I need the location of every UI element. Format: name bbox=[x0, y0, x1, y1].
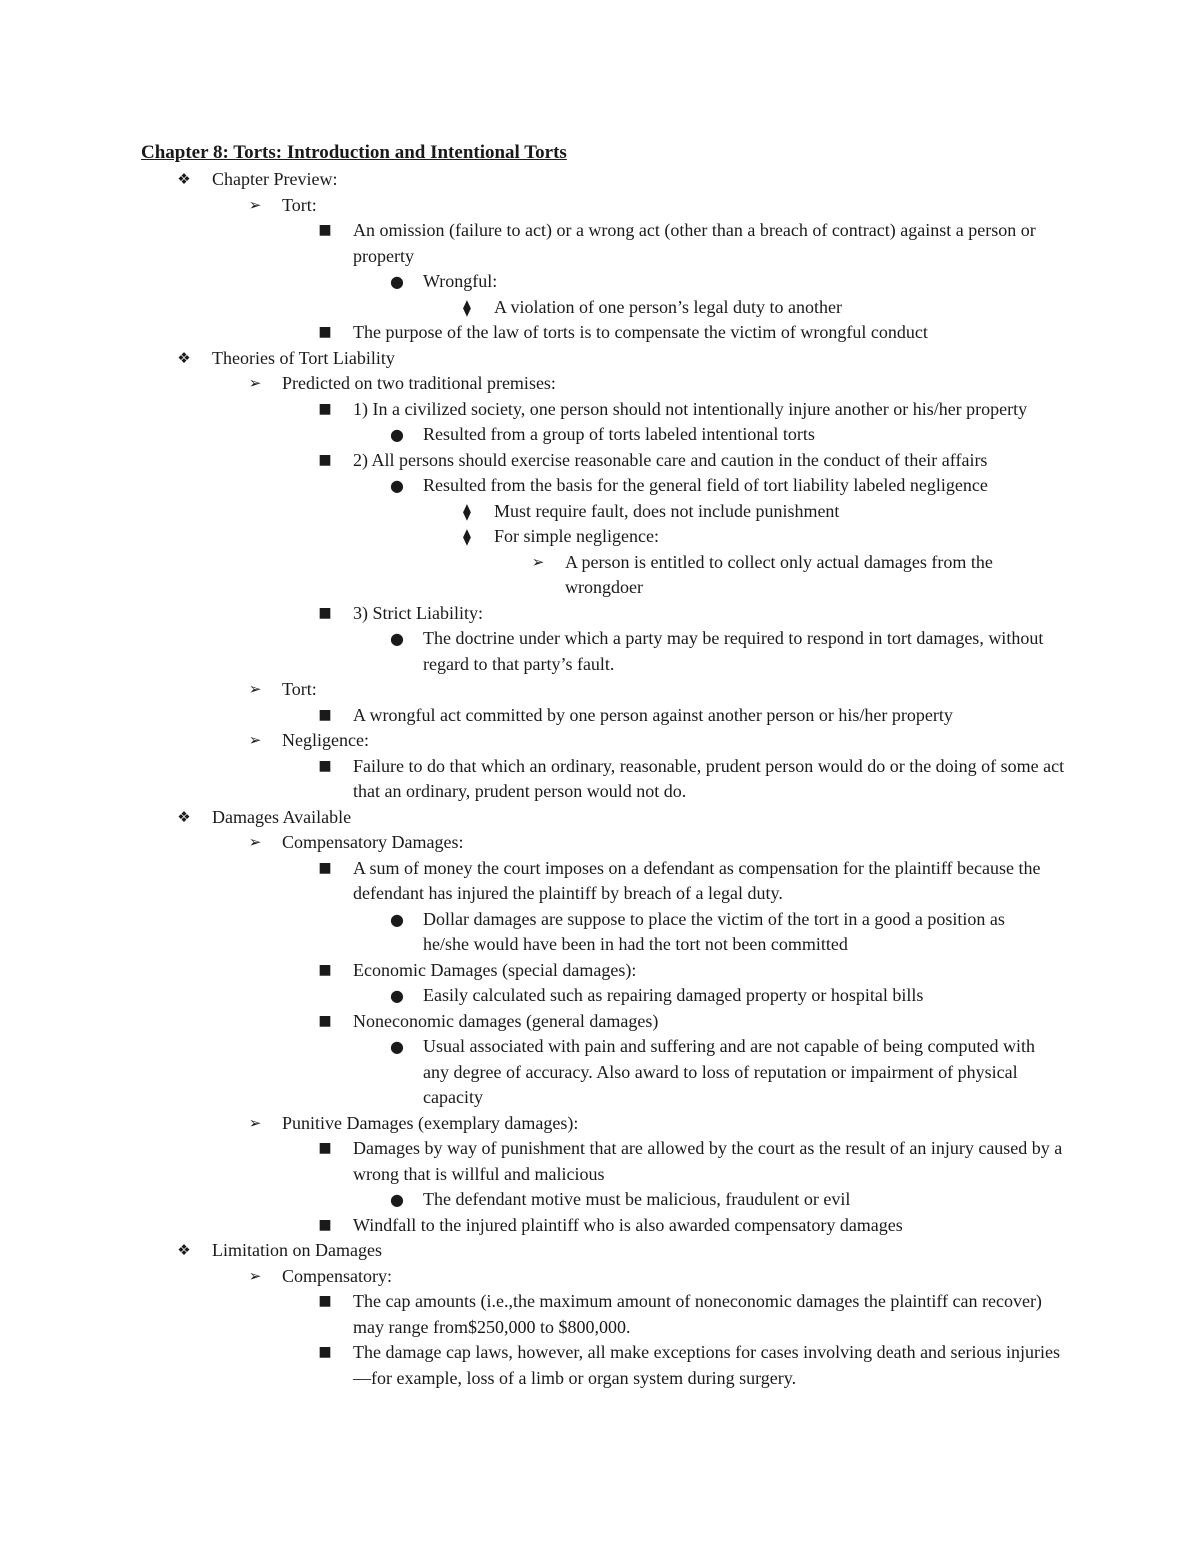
diamond-icon: ⧫ bbox=[463, 527, 471, 546]
square-icon: ■ bbox=[318, 706, 332, 723]
outline-item-text: Punitive Damages (exemplary damages): bbox=[282, 1112, 579, 1133]
outline-item bbox=[0, 907, 1200, 958]
outline-item-text: The defendant motive must be malicious, fraudulent or evil bbox=[423, 1189, 851, 1209]
square-icon: ■ bbox=[318, 604, 332, 621]
circle-icon: ● bbox=[390, 986, 404, 1005]
outline-item-text: Resulted from a group of torts labeled intentional torts bbox=[423, 424, 815, 444]
outline-item-text: 2) All persons should exercise reasonable care and caution in the conduct of their affairs bbox=[353, 449, 988, 470]
page-title: Chapter 8: Torts: Introduction and Intentional Torts bbox=[141, 142, 567, 163]
outline-item-text: Noneconomic damages (general damages) bbox=[353, 1010, 659, 1031]
circle-icon: ● bbox=[390, 1190, 404, 1209]
outline-item-text: 3) Strict Liability: bbox=[353, 602, 483, 623]
outline-item-text: Economic Damages (special damages): bbox=[353, 959, 637, 980]
circle-icon: ● bbox=[390, 629, 404, 648]
outline-item-text: Damages Available bbox=[212, 806, 352, 827]
outline-item bbox=[0, 728, 1200, 754]
arrowhead-icon: ➢ bbox=[248, 195, 262, 214]
outline-item bbox=[0, 805, 1200, 831]
outline-item bbox=[0, 1238, 1200, 1264]
square-icon: ■ bbox=[318, 1344, 332, 1360]
outline-item bbox=[0, 1136, 1200, 1187]
circle-icon: ● bbox=[390, 425, 404, 444]
arrowhead-icon: ➢ bbox=[248, 731, 262, 749]
outline-item-text: A wrongful act committed by one person against another person or his/her property bbox=[353, 704, 953, 725]
outline-item bbox=[0, 524, 1200, 550]
circle-icon: ● bbox=[390, 272, 404, 291]
outline-item-text: Tort: bbox=[282, 679, 317, 699]
outline-item bbox=[0, 371, 1200, 397]
square-icon: ■ bbox=[318, 1293, 332, 1309]
square-icon: ■ bbox=[318, 400, 332, 417]
outline-item bbox=[0, 218, 1200, 269]
diamond-four-icon: ❖ bbox=[177, 348, 191, 367]
outline-item-text: Compensatory: bbox=[282, 1265, 392, 1286]
outline-item bbox=[0, 1111, 1200, 1137]
diamond-four-icon: ❖ bbox=[177, 1241, 191, 1259]
outline-item bbox=[0, 703, 1200, 729]
outline-item bbox=[0, 1187, 1200, 1213]
outline-item-text: For simple negligence: bbox=[494, 526, 659, 546]
diamond-icon: ⧫ bbox=[463, 501, 471, 521]
square-icon: ■ bbox=[318, 859, 332, 876]
outline-item bbox=[0, 958, 1200, 984]
square-icon: ■ bbox=[318, 757, 332, 774]
outline-item-text: The damage cap laws, however, all make exceptions for cases involving death and serious injuries—for example, loss of a limb or organ system during surgery. bbox=[353, 1342, 1061, 1388]
outline-item-text: Predicted on two traditional premises: bbox=[282, 373, 556, 393]
arrowhead-icon: ➢ bbox=[248, 374, 262, 392]
outline-item-text: Damages by way of punishment that are allowed by the court as the result of an injury caused by a wrong that is willful and malicious bbox=[353, 1138, 1063, 1184]
outline-item-text: The cap amounts (i.e.,the maximum amount of noneconomic damages the plaintiff can recover) may range from$250,000 to $800,000. bbox=[353, 1291, 1042, 1337]
outline-item bbox=[0, 601, 1200, 627]
outline-item bbox=[0, 1264, 1200, 1290]
outline-item-text: Wrongful: bbox=[423, 271, 498, 291]
outline-item bbox=[0, 1009, 1200, 1035]
outline-item-text: The purpose of the law of torts is to compensate the victim of wrongful conduct bbox=[353, 322, 928, 342]
outline-item bbox=[0, 193, 1200, 219]
outline-item-text: Tort: bbox=[282, 194, 317, 215]
outline-item-text: An omission (failure to act) or a wrong act (other than a breach of contract) against a person or property bbox=[353, 220, 1036, 266]
outline-item-text: Usual associated with pain and suffering and are not capable of being computed with any degree of accuracy. Also award to loss of reputation or impairment of physical capacity bbox=[423, 1036, 1035, 1107]
outline-item-text: Compensatory Damages: bbox=[282, 832, 464, 852]
outline-item bbox=[0, 422, 1200, 448]
outline-item-text: A violation of one person’s legal duty to another bbox=[494, 296, 842, 317]
outline-item-text: 1) In a civilized society, one person should not intentionally injure another or his/her property bbox=[353, 398, 1028, 419]
outline-item-text: A person is entitled to collect only actual damages from the wrongdoer bbox=[565, 551, 993, 597]
outline-item bbox=[0, 346, 1200, 372]
square-icon: ■ bbox=[318, 222, 332, 238]
square-icon: ■ bbox=[318, 324, 332, 340]
outline-item bbox=[0, 1034, 1200, 1111]
outline-item bbox=[0, 1213, 1200, 1239]
outline-item bbox=[0, 1289, 1200, 1340]
outline-item-text: Negligence: bbox=[282, 730, 369, 750]
outline-item-text: Theories of Tort Liability bbox=[212, 347, 395, 368]
outline-item-text: Failure to do that which an ordinary, reasonable, prudent person would do or the doing of some act that an ordinary, prudent person would not do. bbox=[353, 755, 1065, 801]
outline-item bbox=[0, 754, 1200, 805]
outline-item-text: Must require fault, does not include punishment bbox=[494, 500, 840, 521]
circle-icon: ● bbox=[390, 909, 404, 929]
arrowhead-icon: ➢ bbox=[531, 552, 545, 571]
outline-item bbox=[0, 269, 1200, 295]
arrowhead-icon: ➢ bbox=[248, 1266, 262, 1285]
arrowhead-icon: ➢ bbox=[248, 680, 262, 698]
circle-icon: ● bbox=[390, 1037, 404, 1056]
diamond-four-icon: ❖ bbox=[177, 807, 191, 826]
outline-item bbox=[0, 295, 1200, 321]
outline-item bbox=[0, 320, 1200, 346]
diamond-four-icon: ❖ bbox=[177, 170, 191, 188]
outline-item bbox=[0, 1340, 1200, 1391]
outline-item bbox=[0, 473, 1200, 499]
outline-item-text: Dollar damages are suppose to place the victim of the tort in a good a position as he/she would have been in had the tort not been committed bbox=[423, 908, 1005, 954]
outline-item-text: Easily calculated such as repairing damaged property or hospital bills bbox=[423, 985, 924, 1005]
square-icon: ■ bbox=[318, 451, 332, 468]
outline-item bbox=[0, 397, 1200, 423]
diamond-icon: ⧫ bbox=[463, 297, 471, 317]
outline-item-text: Resulted from the basis for the general field of tort liability labeled negligence bbox=[423, 475, 988, 495]
arrowhead-icon: ➢ bbox=[248, 833, 262, 851]
outline-item bbox=[0, 499, 1200, 525]
outline-list bbox=[0, 167, 1200, 1391]
outline-item bbox=[0, 983, 1200, 1009]
arrowhead-icon: ➢ bbox=[248, 1113, 262, 1132]
square-icon: ■ bbox=[318, 1012, 332, 1029]
outline-item bbox=[0, 448, 1200, 474]
square-icon: ■ bbox=[318, 1140, 332, 1156]
outline-item bbox=[0, 856, 1200, 907]
outline-item bbox=[0, 830, 1200, 856]
outline-item-text: The doctrine under which a party may be required to respond in tort damages, without regard to that party’s fault. bbox=[423, 628, 1044, 674]
square-icon: ■ bbox=[318, 961, 332, 978]
outline-item bbox=[0, 677, 1200, 703]
square-icon: ■ bbox=[318, 1216, 332, 1233]
outline-item-text: A sum of money the court imposes on a defendant as compensation for the plaintiff because the defendant has injured the plaintiff by breach of a legal duty. bbox=[353, 857, 1041, 903]
outline-item-text: Chapter Preview: bbox=[212, 169, 338, 189]
outline-item-text: Windfall to the injured plaintiff who is also awarded compensatory damages bbox=[353, 1214, 903, 1235]
circle-icon: ● bbox=[390, 476, 404, 495]
outline-item bbox=[0, 626, 1200, 677]
outline-item bbox=[0, 167, 1200, 193]
outline-item bbox=[0, 550, 1200, 601]
outline-item-text: Limitation on Damages bbox=[212, 1240, 382, 1260]
